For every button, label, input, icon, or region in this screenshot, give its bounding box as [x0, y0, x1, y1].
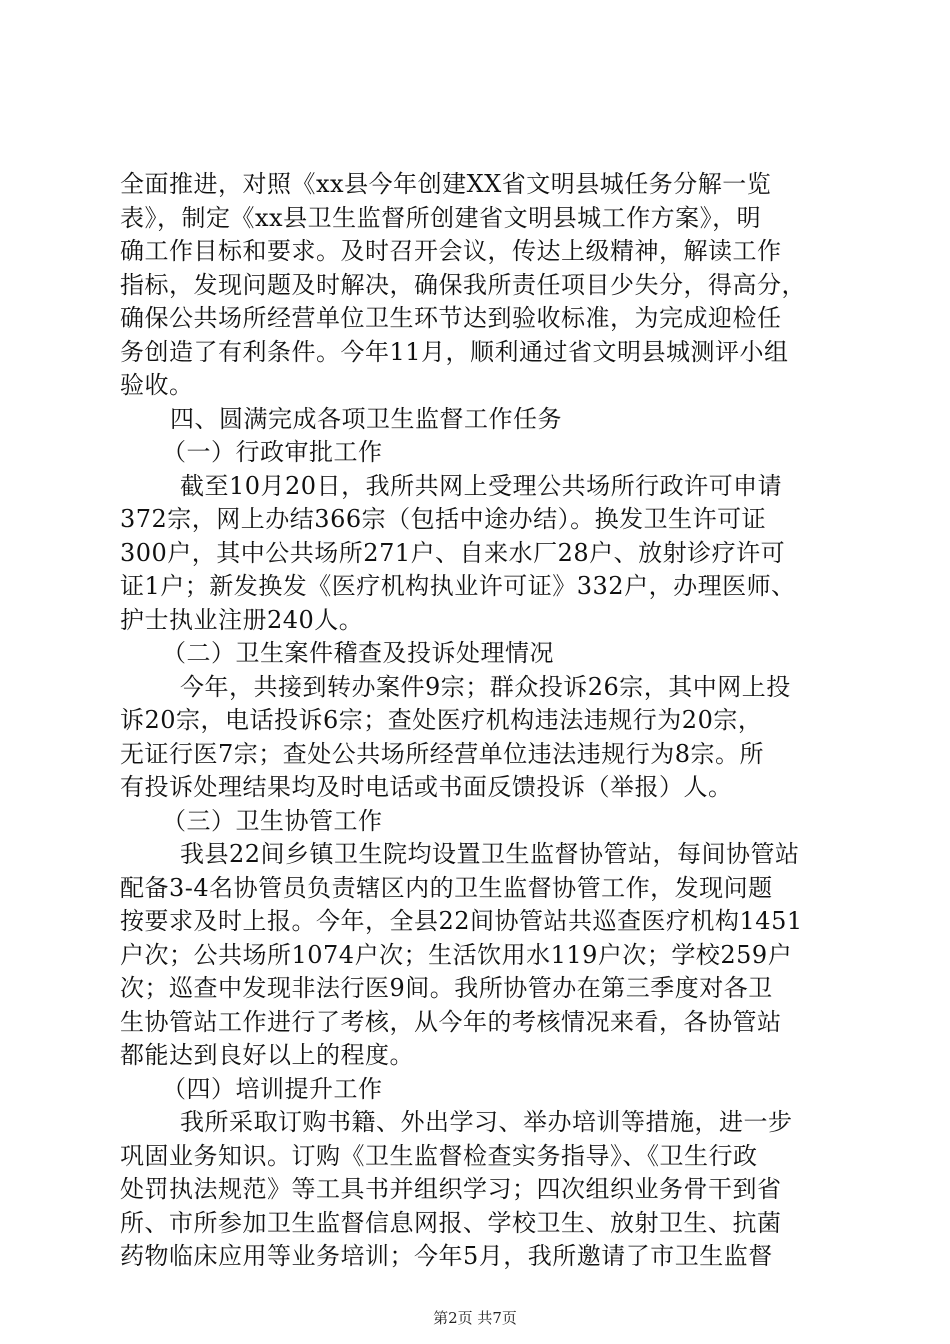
text-line: 户次；公共场所1074户次；生活饮用水119户次；学校259户 — [120, 940, 793, 969]
subsection-heading: （三）卫生协管工作 — [162, 806, 383, 835]
page-footer: 第2页 共7页 — [433, 1309, 517, 1327]
text-line: 全面推进，对照《xx县今年创建XX省文明县城任务分解一览 — [120, 170, 772, 198]
text-line: 次；巡查中发现非法行医9间。我所协管办在第三季度对各卫 — [120, 974, 773, 1002]
text-line: 截至10月20日，我所共网上受理公共场所行政许可申请 — [180, 471, 783, 500]
text-line: 处罚执法规范》等工具书并组织学习；四次组织业务骨干到省 — [120, 1175, 782, 1203]
text-line: 我县22间乡镇卫生院均设置卫生监督协管站，每间协管站 — [180, 840, 800, 868]
text-line: 配备3-4名协管员负责辖区内的卫生监督协管工作，发现问题 — [120, 873, 773, 902]
text-line: 今年，共接到转办案件9宗；群众投诉26宗，其中网上投 — [180, 672, 791, 701]
text-line: 诉20宗，电话投诉6宗；查处医疗机构违法违规行为20宗， — [120, 706, 763, 734]
section-heading: 四、圆满完成各项卫生监督工作任务 — [170, 404, 562, 433]
text-line: 都能达到良好以上的程度。 — [120, 1041, 414, 1069]
text-line: 确保公共场所经营单位卫生环节达到验收标准，为完成迎检任 — [120, 304, 782, 332]
text-line: 验收。 — [120, 371, 194, 399]
text-line: 300户，其中公共场所271户、自来水厂28户、放射诊疗许可 — [120, 538, 786, 567]
text-line: 372宗，网上办结366宗（包括中途办结）。换发卫生许可证 — [120, 505, 767, 533]
text-line: 护士执业注册240人。 — [120, 605, 364, 634]
text-line: 生协管站工作进行了考核，从今年的考核情况来看，各协管站 — [120, 1007, 782, 1036]
subsection-heading: （四）培训提升工作 — [162, 1074, 383, 1103]
text-line: 证1户；新发换发《医疗机构执业许可证》332户，办理医师、 — [120, 572, 796, 600]
text-line: 有投诉处理结果均及时电话或书面反馈投诉（举报）人。 — [120, 773, 733, 801]
document-body — [120, 168, 830, 1274]
text-line: 药物临床应用等业务培训；今年5月，我所邀请了市卫生监督 — [120, 1242, 773, 1270]
text-line: 表》，制定《xx县卫生监督所创建省文明县城工作方案》，明 — [120, 203, 762, 232]
subsection-heading: （一）行政审批工作 — [162, 438, 383, 466]
text-line: 巩固业务知识。订购《卫生监督检查实务指导》、《卫生行政 — [120, 1141, 758, 1170]
text-line: 无证行医7宗；查处公共场所经营单位违法违规行为8宗。所 — [120, 739, 765, 768]
text-line: 我所采取订购书籍、外出学习、举办培训等措施，进一步 — [180, 1108, 793, 1136]
text-line: 按要求及时上报。今年，全县22间协管站共巡查医疗机构1451 — [120, 907, 803, 935]
subsection-heading: （二）卫生案件稽查及投诉处理情况 — [162, 639, 554, 667]
text-line: 所、市所参加卫生监督信息网报、学校卫生、放射卫生、抗菌 — [120, 1208, 782, 1237]
text-line: 务创造了有利条件。今年11月，顺利通过省文明县城测评小组 — [120, 337, 789, 366]
text-line: 指标，发现问题及时解决，确保我所责任项目少失分，得高分， — [120, 270, 806, 299]
text-line: 确工作目标和要求。及时召开会议，传达上级精神，解读工作 — [120, 237, 782, 265]
